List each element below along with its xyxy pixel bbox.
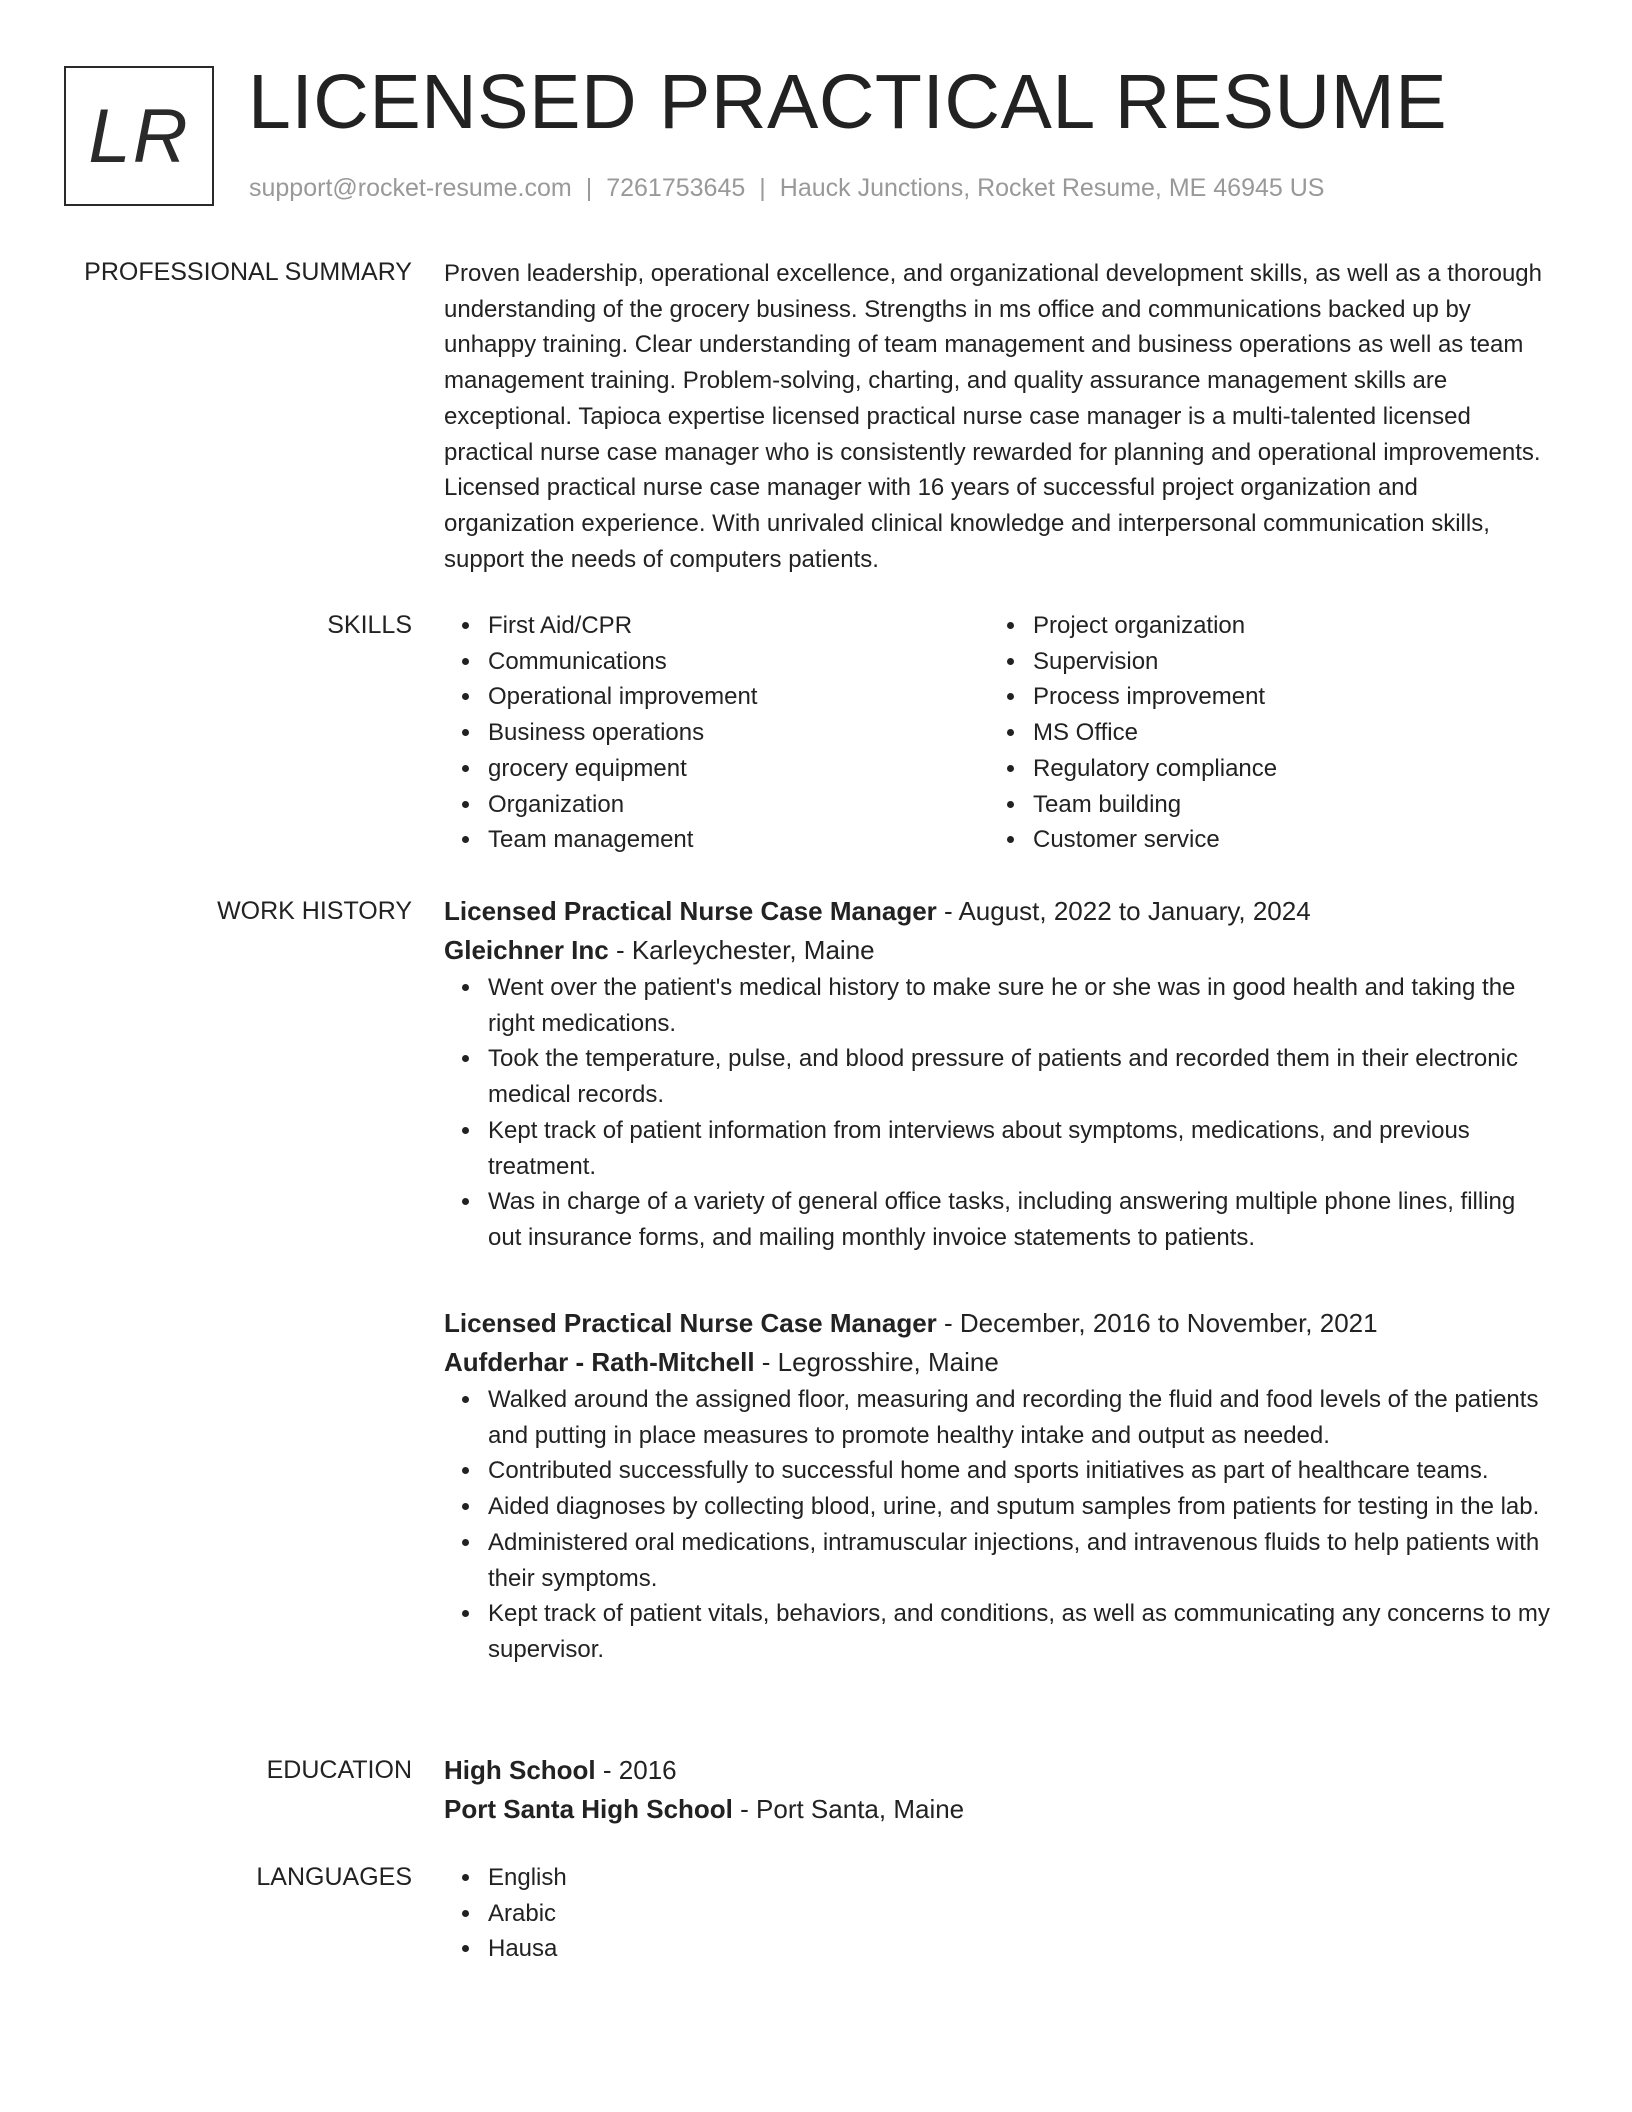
skill-item: Operational improvement	[488, 679, 989, 715]
skill-item: grocery equipment	[488, 751, 989, 787]
skill-item: Organization	[488, 787, 989, 823]
skill-item: Team building	[1033, 787, 1534, 823]
skill-item: Team management	[488, 822, 989, 858]
language-item: English	[488, 1860, 1554, 1896]
job-title: Licensed Practical Nurse Case Manager	[444, 1308, 937, 1338]
job-duty-item: Aided diagnoses by collecting blood, urine, and sputum samples from patients for testing in the lab.	[488, 1489, 1554, 1525]
contact-separator: |	[585, 174, 593, 202]
skills-section	[444, 608, 1554, 858]
education-school: Port Santa High School	[444, 1794, 733, 1824]
summary-text: Proven leadership, operational excellence, and organizational development skills, as well as a thorough understanding of the grocery business. Strengths in ms office and communications backed up by unhappy training. Clear understanding of team management and business operations as well as team management training. Problem-solving, charting, and quality assurance management skills are exceptional. Tapioca expertise licensed practical nurse case manager is a multi-talented licensed practical nurse case manager who is consistently rewarded for planning and operational improvements. Licensed practical nurse case manager with 16 years of successful project organization and organization experience. With unrivaled clinical knowledge and interpersonal communication skills, support the needs of computers patients.	[444, 260, 1542, 573]
job-title: Licensed Practical Nurse Case Manager	[444, 896, 937, 926]
contact-address: Hauck Junctions, Rocket Resume, ME 46945 US	[779, 174, 1325, 202]
languages-heading: LANGUAGES	[256, 1863, 412, 1891]
resume-name-title: LICENSED PRACTICAL RESUME	[248, 59, 1448, 145]
education-location: - Port Santa, Maine	[732, 1794, 965, 1824]
work-history-heading: WORK HISTORY	[217, 897, 412, 925]
education-year: - 2016	[595, 1755, 677, 1785]
job-title-line	[444, 1304, 1554, 1343]
education-degree-line	[444, 1751, 1554, 1790]
language-item: Hausa	[488, 1931, 1554, 1967]
job-duty-item: Administered oral medications, intramuscular injections, and intravenous fluids to help patients with their symptoms.	[488, 1525, 1554, 1596]
language-item: Arabic	[488, 1896, 1554, 1932]
job-company: Aufderhar - Rath-Mitchell	[444, 1347, 755, 1377]
summary-section	[444, 256, 1554, 577]
skills-list-left	[444, 608, 989, 858]
job-entry-1	[444, 892, 1554, 1256]
skills-column-left	[444, 608, 989, 858]
education-heading: EDUCATION	[266, 1756, 412, 1784]
job-duty-item: Kept track of patient vitals, behaviors, and conditions, as well as communicating any concerns to my supervisor.	[488, 1596, 1554, 1667]
job-duty-item: Contributed successfully to successful home and sports initiatives as part of healthcare teams.	[488, 1453, 1554, 1489]
languages-list	[444, 1860, 1554, 1967]
skill-item: Process improvement	[1033, 679, 1534, 715]
skill-item: Regulatory compliance	[1033, 751, 1534, 787]
job-entry-2	[444, 1304, 1554, 1668]
education-section	[444, 1751, 1554, 1829]
skill-item: MS Office	[1033, 715, 1534, 751]
job-location: - Karleychester, Maine	[608, 935, 875, 965]
contact-separator: |	[759, 174, 766, 202]
summary-heading: PROFESSIONAL SUMMARY	[84, 258, 412, 286]
skill-item: First Aid/CPR	[488, 608, 989, 644]
job-duties-list	[444, 1382, 1554, 1668]
job-duty-item: Was in charge of a variety of general office tasks, including answering multiple phone lines, filling out insurance forms, and mailing monthly invoice statements to patients.	[488, 1184, 1554, 1255]
job-dates: - August, 2022 to January, 2024	[936, 896, 1311, 926]
contact-line	[249, 174, 1324, 203]
skill-item: Customer service	[1033, 822, 1534, 858]
job-title-line	[444, 892, 1554, 931]
job-duties-list	[444, 970, 1554, 1256]
job-company-line	[444, 931, 1554, 970]
education-school-line	[444, 1790, 1554, 1829]
contact-email[interactable]: support@rocket-resume.com	[249, 174, 572, 202]
monogram-logo: LR	[64, 66, 214, 206]
languages-section	[444, 1860, 1554, 1967]
job-duty-item: Kept track of patient information from interviews about symptoms, medications, and previous treatment.	[488, 1113, 1554, 1184]
job-dates: - December, 2016 to November, 2021	[936, 1308, 1378, 1338]
skill-item: Business operations	[488, 715, 989, 751]
job-duty-item: Went over the patient's medical history to make sure he or she was in good health and taking the right medications.	[488, 970, 1554, 1041]
skills-grid	[444, 608, 1554, 858]
skills-column-right	[989, 608, 1534, 858]
skills-heading: SKILLS	[327, 611, 412, 639]
skill-item: Supervision	[1033, 644, 1534, 680]
contact-phone[interactable]: 7261753645	[606, 174, 746, 202]
job-company: Gleichner Inc	[444, 935, 609, 965]
job-duty-item: Walked around the assigned floor, measuring and recording the fluid and food levels of the patients and putting in place measures to promote healthy intake and output as needed.	[488, 1382, 1554, 1453]
job-duty-item: Took the temperature, pulse, and blood pressure of patients and recorded them in their electronic medical records.	[488, 1041, 1554, 1112]
skill-item: Project organization	[1033, 608, 1534, 644]
skill-item: Communications	[488, 644, 989, 680]
education-degree: High School	[444, 1755, 596, 1785]
job-company-line	[444, 1343, 1554, 1382]
job-location: - Legrosshire, Maine	[754, 1347, 999, 1377]
skills-list-right	[989, 608, 1534, 858]
